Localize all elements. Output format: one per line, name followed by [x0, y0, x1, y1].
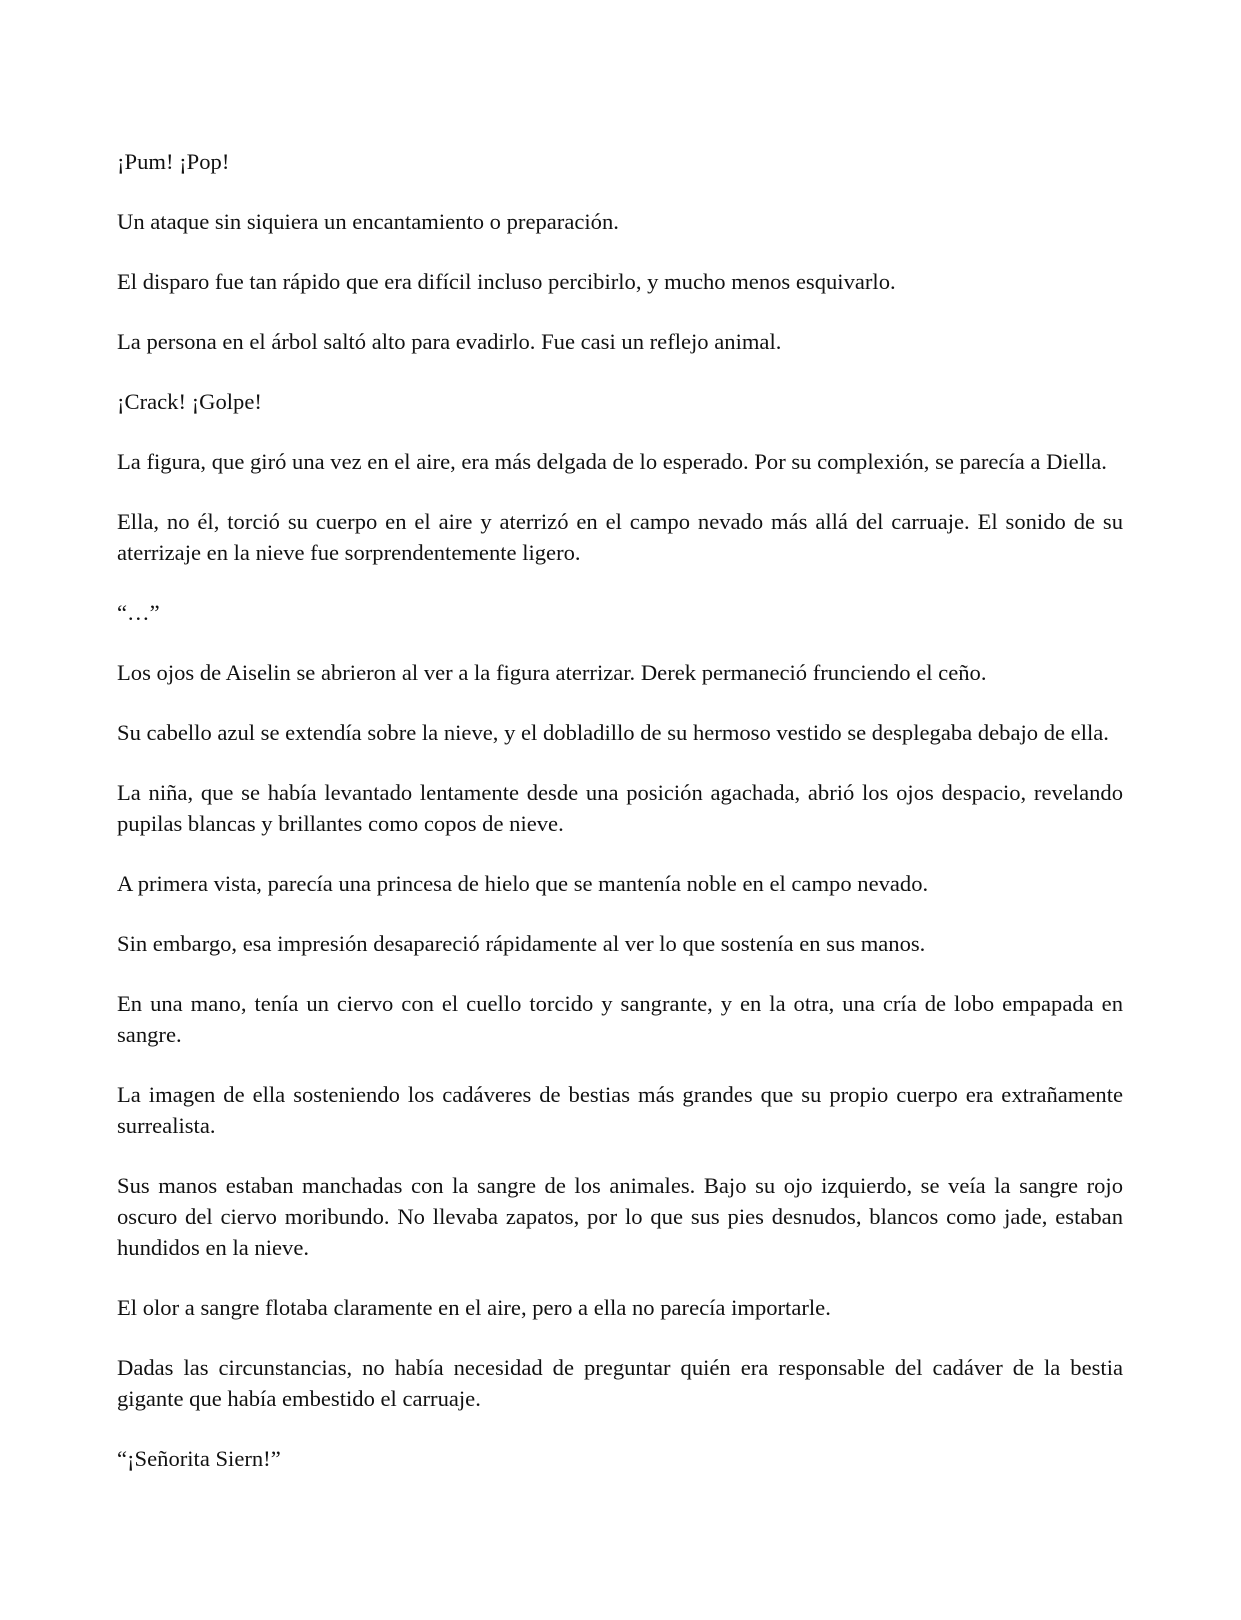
paragraph: Sus manos estaban manchadas con la sangre de los animales. Bajo su ojo izquierdo, se veía la sangre rojo oscuro del ciervo moribundo. No llevaba zapatos, por lo que sus pies desnudos, blancos como jade, estaban hundidos en la nieve.	[117, 1173, 1123, 1260]
paragraph: A primera vista, parecía una princesa de hielo que se mantenía noble en el campo nevado.	[117, 871, 929, 896]
paragraph: Los ojos de Aiselin se abrieron al ver a la figura aterrizar. Derek permaneció frunciendo el ceño.	[117, 660, 987, 685]
paragraph: La imagen de ella sosteniendo los cadáveres de bestias más grandes que su propio cuerpo era extrañamente surrealista.	[117, 1082, 1123, 1138]
paragraph: Su cabello azul se extendía sobre la nieve, y el dobladillo de su hermoso vestido se desplegaba debajo de ella.	[117, 720, 1109, 745]
paragraph: En una mano, tenía un ciervo con el cuello torcido y sangrante, y en la otra, una cría de lobo empapada en sangre.	[117, 991, 1123, 1047]
paragraph: La persona en el árbol saltó alto para evadirlo. Fue casi un reflejo animal.	[117, 329, 782, 354]
paragraph: El disparo fue tan rápido que era difícil incluso percibirlo, y mucho menos esquivarlo.	[117, 269, 896, 294]
paragraph: El olor a sangre flotaba claramente en el aire, pero a ella no parecía importarle.	[117, 1295, 831, 1320]
paragraph: “¡Señorita Siern!”	[117, 1446, 281, 1471]
paragraph: La niña, que se había levantado lentamente desde una posición agachada, abrió los ojos despacio, revelando pupilas blancas y brillantes como copos de nieve.	[117, 780, 1123, 836]
paragraph: La figura, que giró una vez en el aire, era más delgada de lo esperado. Por su complexión, se parecía a Diella.	[117, 449, 1107, 474]
paragraph: Dadas las circunstancias, no había necesidad de preguntar quién era responsable del cadáver de la bestia gigante que había embestido el carruaje.	[117, 1355, 1123, 1411]
paragraph: Sin embargo, esa impresión desapareció rápidamente al ver lo que sostenía en sus manos.	[117, 931, 926, 956]
paragraph: ¡Crack! ¡Golpe!	[117, 389, 262, 414]
paragraph: Ella, no él, torció su cuerpo en el aire y aterrizó en el campo nevado más allá del carruaje. El sonido de su aterrizaje en la nieve fue sorprendentemente ligero.	[117, 509, 1123, 565]
paragraph: “…”	[117, 600, 160, 625]
paragraph: Un ataque sin siquiera un encantamiento o preparación.	[117, 209, 619, 234]
paragraph: ¡Pum! ¡Pop!	[117, 149, 230, 174]
body-text	[117, 146, 1123, 1503]
